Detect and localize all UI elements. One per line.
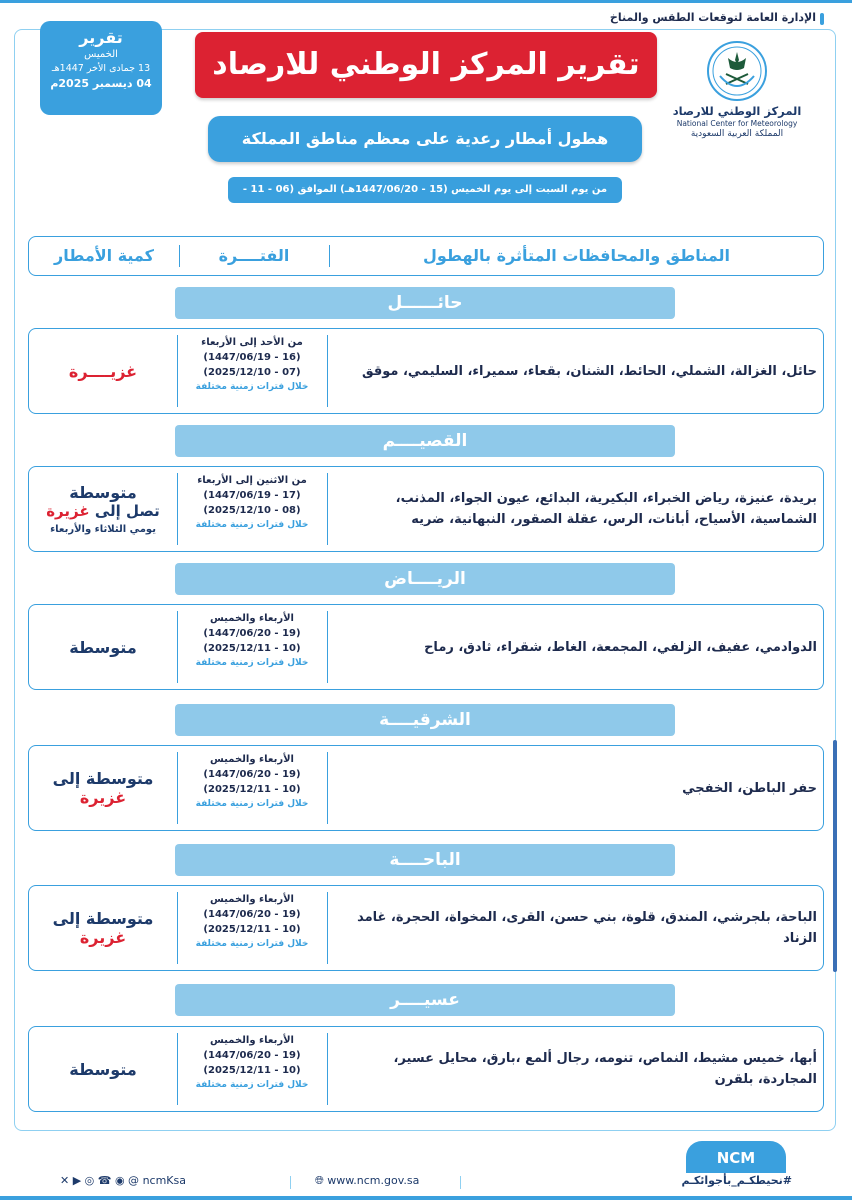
footer-divider bbox=[290, 1176, 291, 1189]
social-handle: ncmKsa bbox=[142, 1174, 186, 1187]
region-bar-asir: عسيــــر bbox=[175, 984, 675, 1016]
row-amount bbox=[29, 467, 177, 551]
areas-text: بريدة، عنيزة، رياض الخبراء، البكيرية، البدائع، عيون الجواء، المذنب، الشماسية، الأسياح، أبانات، الرس، عقلة الصقور، النبهانية، ضريه bbox=[395, 491, 817, 527]
period-note: خلال فترات زمنية مختلفة bbox=[195, 1080, 309, 1090]
amount-text bbox=[29, 769, 177, 807]
row-divider bbox=[327, 473, 328, 545]
areas-text: حائل، الغزالة، الشملي، الحائط، الشنان، بقعاء، سميراء، السليمي، موقق bbox=[362, 363, 817, 379]
areas-text: أبها، خميس مشيط، النماص، تنومه، رجال ألمع ،بارق، محايل عسير، المجاردة، بلقرن bbox=[393, 1051, 817, 1087]
logo-country: المملكة العربية السعودية bbox=[690, 129, 784, 139]
region-bar-baha: الباحــــة bbox=[175, 844, 675, 876]
period-days: الأربعاء والخميس bbox=[210, 1035, 294, 1046]
date-box bbox=[40, 21, 162, 115]
period-gregorian: (10 - 2025/12/11) bbox=[203, 643, 301, 654]
footer-divider bbox=[460, 1176, 461, 1189]
period-note: خلال فترات زمنية مختلفة bbox=[195, 939, 309, 949]
social-icons: ✕ ▶ ◎ ☎ ◉ @ bbox=[60, 1174, 143, 1187]
row-divider bbox=[327, 611, 328, 683]
amount-prefix: متوسطة إلى bbox=[52, 909, 154, 928]
period-gregorian: (10 - 2025/12/11) bbox=[203, 924, 301, 935]
bottom-accent-line bbox=[0, 1196, 852, 1200]
period-gregorian: (10 - 2025/12/11) bbox=[203, 1065, 301, 1076]
amount-text: متوسطة bbox=[69, 483, 137, 502]
header-divider bbox=[179, 245, 180, 267]
period-note: خلال فترات زمنية مختلفة bbox=[195, 658, 309, 668]
table-row bbox=[28, 466, 824, 552]
areas-text: حفر الباطن، الخفجي bbox=[682, 780, 817, 796]
row-areas bbox=[331, 886, 817, 970]
amount-prefix: تصل إلى bbox=[94, 502, 160, 520]
logo-name-arabic: المركز الوطني للارصاد bbox=[672, 104, 802, 118]
ncm-badge: NCM bbox=[686, 1141, 786, 1173]
row-areas bbox=[331, 605, 817, 689]
row-divider bbox=[327, 1033, 328, 1105]
period-hijri: (17 - 1447/06/19) bbox=[203, 490, 301, 501]
amount-text: غزيــــرة bbox=[68, 361, 138, 381]
row-period bbox=[177, 746, 327, 830]
period-note: خلال فترات زمنية مختلفة bbox=[195, 382, 309, 392]
row-period bbox=[177, 886, 327, 970]
table-row bbox=[28, 328, 824, 414]
scrollbar[interactable] bbox=[833, 740, 837, 972]
period-gregorian: (08 - 2025/12/10) bbox=[203, 505, 301, 516]
period-note: خلال فترات زمنية مختلفة bbox=[195, 520, 309, 530]
logo-name-english: National Center for Meteorology bbox=[676, 119, 798, 128]
amount-text bbox=[29, 909, 177, 947]
department-marker bbox=[820, 13, 824, 25]
amount-text: متوسطة bbox=[69, 1059, 137, 1079]
areas-text: الباحة، بلجرشي، المندق، قلوة، بني حسن، القرى، المخواة، الحجرة، غامد الزناد bbox=[357, 910, 817, 946]
amount-text: متوسطة bbox=[69, 637, 137, 657]
amount-highlight: غزيرة bbox=[79, 788, 127, 807]
footer bbox=[50, 1171, 810, 1193]
date-box-day: الخميس bbox=[84, 49, 118, 60]
report-title: تقرير المركز الوطني للارصاد bbox=[195, 32, 657, 98]
date-box-hijri: 13 جمادى الأخر 1447هـ bbox=[51, 63, 151, 74]
row-divider bbox=[177, 335, 178, 407]
row-amount bbox=[29, 329, 177, 413]
row-areas bbox=[331, 329, 817, 413]
region-bar-riyadh: الريــــاض bbox=[175, 563, 675, 595]
row-divider bbox=[327, 892, 328, 964]
row-amount bbox=[29, 746, 177, 830]
region-bar-hail: حائــــــل bbox=[175, 287, 675, 319]
period-hijri: (19 - 1447/06/20) bbox=[203, 1050, 301, 1061]
row-divider bbox=[177, 473, 178, 545]
period-hijri: (16 - 1447/06/19) bbox=[203, 352, 301, 363]
footer-website[interactable] bbox=[315, 1174, 419, 1188]
period-hijri: (19 - 1447/06/20) bbox=[203, 769, 301, 780]
ncm-logo bbox=[662, 40, 812, 139]
region-bar-eastern: الشرقيــــة bbox=[175, 704, 675, 736]
row-period bbox=[177, 467, 327, 551]
row-divider bbox=[177, 611, 178, 683]
report-subtitle: هطول أمطار رعدية على معظم مناطق المملكة bbox=[208, 116, 642, 162]
period-note: خلال فترات زمنية مختلفة bbox=[195, 799, 309, 809]
row-areas bbox=[331, 746, 817, 830]
footer-hashtag[interactable]: #نحيطكـم_بأجوائكـم bbox=[681, 1174, 792, 1187]
column-header-amount: كمية الأمطار bbox=[54, 246, 154, 265]
row-amount bbox=[29, 886, 177, 970]
amount-note: يومي الثلاثاء والأربعاء bbox=[50, 524, 156, 535]
row-period bbox=[177, 605, 327, 689]
amount-highlight: غزيرة bbox=[79, 928, 127, 947]
amount-prefix: متوسطة إلى bbox=[52, 769, 154, 788]
row-amount bbox=[29, 1027, 177, 1111]
period-hijri: (19 - 1447/06/20) bbox=[203, 628, 301, 639]
row-divider bbox=[327, 752, 328, 824]
header-divider bbox=[329, 245, 330, 267]
date-box-gregorian: 04 ديسمبر 2025م bbox=[50, 77, 152, 90]
column-header-areas: المناطق والمحافظات المتأثرة بالهطول bbox=[422, 246, 731, 265]
ncm-emblem-icon bbox=[706, 40, 768, 102]
column-header-period: الفتــــرة bbox=[218, 246, 290, 265]
table-row bbox=[28, 885, 824, 971]
amount-highlight: غزيرة bbox=[46, 502, 90, 520]
period-days: الأربعاء والخميس bbox=[210, 894, 294, 905]
table-row bbox=[28, 745, 824, 831]
table-row bbox=[28, 604, 824, 690]
row-divider bbox=[177, 752, 178, 824]
date-box-label: تقرير bbox=[79, 28, 123, 47]
row-divider bbox=[327, 335, 328, 407]
period-days: من الاثنين إلى الأربعاء bbox=[197, 475, 307, 486]
row-period bbox=[177, 329, 327, 413]
period-days: الأربعاء والخميس bbox=[210, 754, 294, 765]
row-areas bbox=[331, 467, 817, 551]
report-period: من يوم السبت إلى يوم الخميس (15 - 1447/06/20هـ) الموافق (06 - 11 - 2025/12م) bbox=[228, 177, 622, 203]
footer-social[interactable] bbox=[60, 1174, 186, 1187]
table-row bbox=[28, 1026, 824, 1112]
region-bar-qassim: القصيــــم bbox=[175, 425, 675, 457]
period-days: من الأحد إلى الأربعاء bbox=[201, 337, 303, 348]
globe-icon: 🌐︎ bbox=[315, 1174, 328, 1187]
amount-line2 bbox=[46, 502, 160, 520]
period-gregorian: (10 - 2025/12/11) bbox=[203, 784, 301, 795]
period-days: الأربعاء والخميس bbox=[210, 613, 294, 624]
period-hijri: (19 - 1447/06/20) bbox=[203, 909, 301, 920]
areas-text: الدوادمي، عفيف، الزلفي، المجمعة، الغاط، شقراء، ثادق، رماح bbox=[424, 639, 817, 655]
row-amount bbox=[29, 605, 177, 689]
top-accent-line bbox=[0, 0, 852, 3]
row-areas bbox=[331, 1027, 817, 1111]
row-period bbox=[177, 1027, 327, 1111]
table-header bbox=[28, 236, 824, 276]
department-name: الإدارة العامة لتوقعات الطقس والمناخ bbox=[609, 11, 816, 24]
row-divider bbox=[177, 892, 178, 964]
website-text: www.ncm.gov.sa bbox=[327, 1174, 420, 1187]
row-divider bbox=[177, 1033, 178, 1105]
period-gregorian: (07 - 2025/12/10) bbox=[203, 367, 301, 378]
